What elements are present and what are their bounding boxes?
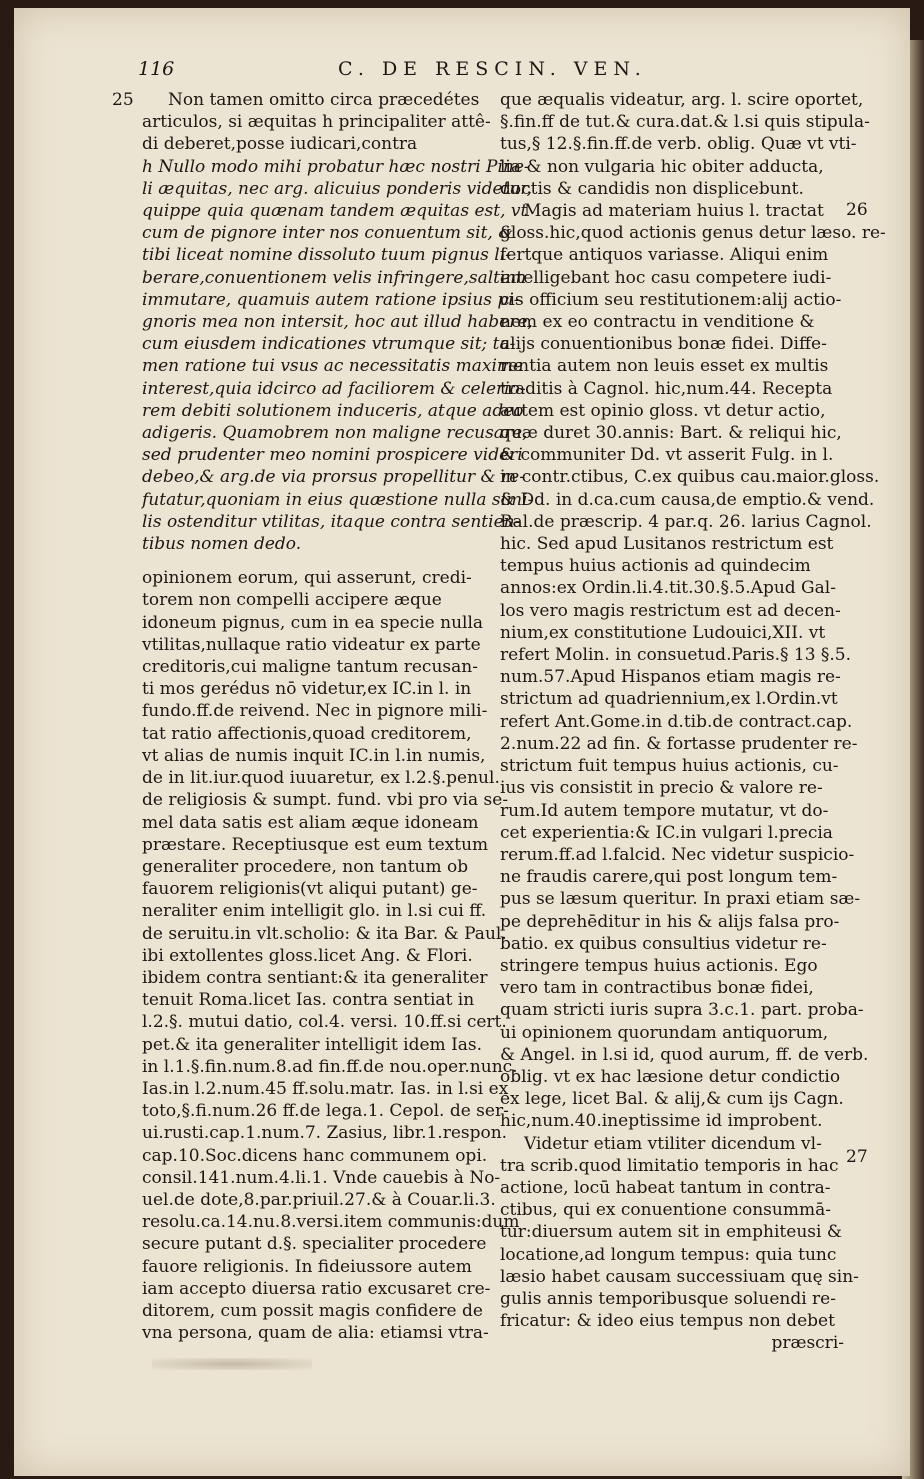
text-line: idoneum pignus, cum in ea specie nulla — [142, 612, 484, 633]
text-line: quam stricti iuris supra 3.c.1. part. proba- — [500, 1000, 864, 1021]
text-line: strictum ad quadriennium,ex l.Ordin.vt — [500, 689, 838, 710]
note-line: adigeris. Quamobrem non maligne recusare, — [142, 423, 528, 444]
text-line: neraliter enim intelligit glo. in l.si cui ff. — [142, 901, 487, 922]
text-line: oblig. vt ex hac læsione detur condictio — [500, 1066, 841, 1087]
text-line: consil.141.num.4.li.1. Vnde cauebis à No- — [142, 1167, 501, 1188]
text-line: de religiosis & sumpt. fund. vbi pro via se- — [142, 790, 509, 811]
text-line: cis officium seu restitutionem:alij actio- — [500, 289, 842, 310]
text-line: pus se læsum queritur. In praxi etiam sæ- — [500, 889, 861, 910]
note-line: cum de pignore inter nos conuentum sit, & — [142, 223, 514, 244]
text-line: rum.Id autem tempore mutatur, vt do- — [500, 800, 829, 821]
text-line: toto,§.fi.num.26 ff.de lega.1. Cepol. de ser- — [142, 1101, 509, 1122]
text-line: Bal.de præscrip. 4 par.q. 26. larius Cagnol. — [500, 511, 872, 532]
text-line: l.2.§. mutui datio, col.4. versi. 10.ff.si cert. — [142, 1012, 507, 1033]
text-line: hic,num.40.ineptissime id improbent. — [500, 1111, 823, 1132]
text-line: ibi extollentes gloss.licet Ang. & Flori. — [142, 945, 473, 966]
text-line: rerum.ff.ad l.falcid. Nec videtur suspicio- — [500, 844, 855, 865]
body-paragraph — [142, 567, 520, 1344]
note-line: li æquitas, nec arg. alicuius ponderis videtur, — [142, 178, 533, 199]
text-line: tat ratio affectionis,quoad creditorem, — [142, 723, 472, 744]
text-line: generaliter procedere, non tantum ob — [142, 856, 469, 877]
text-line: fricatur: & ideo eius tempus non debet — [500, 1311, 835, 1332]
note-line: berare,conuentionem velis infringere,saltem — [142, 267, 527, 288]
text-line: autem est opinio gloss. vt detur actio, — [500, 400, 826, 421]
text-line: que æqualis videatur, arg. l. scire oportet, — [500, 90, 864, 110]
note-line: rem debiti solutionem induceris, atque adeo — [142, 400, 524, 421]
text-line: de seruitu.in vlt.scholio: & ita Bar. & Paul. — [142, 923, 507, 944]
text-line: Ias.in l.2.num.45 ff.solu.matr. Ias. in l.si ex — [142, 1078, 509, 1099]
text-line: quæ duret 30.annis: Bart. & reliqui hic, — [500, 423, 842, 444]
text-line: in contr.ctibus, C.ex quibus cau.maior.gloss. — [500, 467, 880, 488]
text-line: tur:diuersum autem sit in emphiteusi & — [500, 1222, 842, 1243]
text-line: Videtur etiam vtiliter dicendum vl- — [524, 1133, 822, 1154]
running-head: C. DE RESCIN. VEN. — [338, 58, 647, 80]
text-line: Non tamen omitto circa præcedétes — [168, 90, 480, 110]
text-line: secure putant d.§. specialiter procedere — [142, 1234, 487, 1255]
text-line: cap.10.Soc.dicens hanc communem opi. — [142, 1145, 488, 1166]
note-line: sed prudenter meo nomini prospicere videri — [142, 445, 523, 466]
text-line: gulis annis temporibusque soluendi re- — [500, 1288, 836, 1309]
text-line: ui opinionem quorundam antiquorum, — [500, 1022, 829, 1043]
text-line: annos:ex Ordin.li.4.tit.30.§.5.Apud Gal- — [500, 578, 836, 599]
text-line: alijs conuentionibus bonæ fidei. Diffe- — [500, 334, 827, 355]
text-line: strictum fuit tempus huius actionis, cu- — [500, 756, 839, 777]
text-line: ui.rusti.cap.1.num.7. Zasius, libr.1.respon. — [142, 1123, 508, 1144]
text-line: di deberet,posse iudicari,contra — [142, 134, 418, 155]
text-line: ditorem, cum possit magis confidere de — [142, 1300, 483, 1321]
text-line: pe deprehēditur in his & alijs falsa pro- — [500, 911, 840, 932]
text-line: ti mos gerédus nō videtur,ex IC.in l. in — [142, 679, 472, 700]
ink-smudge — [152, 1358, 312, 1370]
text-line: rentia autem non leuis esset ex multis — [500, 356, 829, 377]
margin-number-27: 27 — [846, 1147, 868, 1167]
text-line: ex lege, licet Bal. & alij,& cum ijs Cagn. — [500, 1089, 844, 1110]
text-line: & communiter Dd. vt asserit Fulg. in l. — [500, 445, 834, 466]
text-line: lia & non vulgaria hic obiter adducta, — [500, 156, 824, 177]
note-line: interest,quia idcirco ad faciliorem & celerio- — [142, 378, 526, 399]
text-line: num.57.Apud Hispanos etiam magis re- — [500, 667, 841, 688]
text-line: læsio habet causam successiuam quę sin- — [500, 1266, 859, 1287]
text-line: cet experientia:& IC.in vulgari l.precia — [500, 822, 833, 843]
text-line: nem ex eo contractu in venditione & — [500, 312, 815, 333]
page-header — [138, 58, 658, 84]
note-line: tibus nomen dedo. — [142, 534, 302, 555]
text-line: in l.1.§.fin.num.8.ad fin.ff.de nou.oper.nunc. — [142, 1056, 518, 1077]
note-line: quippe quia quænam tandem æquitas est, vt — [142, 201, 528, 222]
note-line: debeo,& arg.de via prorsus propellitur & re- — [142, 467, 525, 488]
text-line: vtilitas,nullaque ratio videatur ex parte — [142, 634, 481, 655]
text-line: tus,§ 12.§.fin.ff.de verb. oblig. Quæ vt vti- — [500, 134, 857, 155]
text-line: & Angel. in l.si id, quod aurum, ff. de verb. — [500, 1044, 869, 1065]
text-line: ibidem contra sentiant:& ita generaliter — [142, 967, 488, 988]
margin-number-25: 25 — [112, 90, 134, 110]
text-line: Magis ad materiam huius l. tractat — [524, 201, 824, 222]
text-line: intelligebant hoc casu competere iudi- — [500, 267, 832, 288]
note-line: men ratione tui vsus ac necessitatis maxime — [142, 356, 524, 377]
note-line: cum eiusdem indicationes vtrumque sit; ta- — [142, 334, 516, 355]
text-line: los vero magis restrictum est ad decen- — [500, 600, 841, 621]
text-line: nium,ex constitutione Ludouici,XII. vt — [500, 622, 826, 643]
text-line: ius vis consistit in precio & valore re- — [500, 778, 823, 799]
text-line: iam accepto diuersa ratio excusaret cre- — [142, 1278, 491, 1299]
text-line: & Dd. in d.ca.cum causa,de emptio.& vend. — [500, 489, 875, 510]
margin-number-26: 26 — [846, 200, 868, 220]
text-line: batio. ex quibus consultius videtur re- — [500, 933, 827, 954]
note-line: lis ostenditur vtilitas, itaque contra sentien- — [142, 511, 521, 532]
text-line: torem non compelli accipere æque — [142, 590, 442, 611]
text-line: locatione,ad longum tempus: quia tunc — [500, 1244, 837, 1265]
note-line: h Nullo modo mihi probatur hæc nostri Pine- — [142, 156, 530, 177]
text-line: fauorem religionis(vt aliqui putant) ge- — [142, 879, 478, 900]
intro-paragraph — [142, 89, 491, 156]
text-line: vna persona, quam de alia: etiamsi vtra- — [142, 1323, 489, 1344]
text-line: resolu.ca.14.nu.8.versi.item communis:dum — [142, 1212, 520, 1233]
text-line: ne fraudis carere,qui post longum tem- — [500, 867, 838, 888]
left-column — [142, 89, 534, 1344]
text-line: uel.de dote,8.par.priuil.27.& à Couar.li.3. — [142, 1189, 496, 1210]
text-line: tenuit Roma.licet Ias. contra sentiat in — [142, 990, 475, 1011]
text-line: pet.& ita generaliter intelligit idem Ias. — [142, 1034, 483, 1055]
text-line: præstare. Receptiusque est eum textum — [142, 834, 489, 855]
text-line: stringere tempus huius actionis. Ego — [500, 955, 818, 976]
text-line: mel data satis est aliam æque idoneam — [142, 812, 479, 833]
text-line: fauore religionis. In fideiussore autem — [142, 1256, 472, 1277]
text-line: vero tam in contractibus bonæ fidei, — [500, 978, 814, 999]
text-line: 2.num.22 ad fin. & fortasse prudenter re- — [500, 733, 858, 754]
annotation-note — [142, 156, 534, 556]
page-number: 116 — [138, 58, 175, 80]
text-line: vt alias de numis inquit IC.in l.in numis, — [142, 745, 486, 766]
catchword: præscri- — [771, 1333, 844, 1354]
note-line: futatur,quoniam in eius quæstione nulla simi- — [142, 489, 534, 510]
text-line: doctis & candidis non displicebunt. — [500, 178, 804, 199]
text-line: fundo.ff.de reivend. Nec in pignore mili- — [142, 701, 488, 722]
text-line: refert Ant.Gome.in d.tib.de contract.cap. — [500, 711, 853, 732]
text-line: traditis à Cagnol. hic,num.44. Recepta — [500, 378, 833, 399]
text-line: refert Molin. in consuetud.Paris.§ 13 §.5. — [500, 645, 852, 666]
text-line: opinionem eorum, qui asserunt, credi- — [142, 568, 472, 589]
text-line: hic. Sed apud Lusitanos restrictum est — [500, 534, 834, 555]
text-line: ctibus, qui ex conuentione consummā- — [500, 1200, 831, 1221]
text-line: creditoris,cui maligne tantum recusan- — [142, 657, 478, 678]
note-line: gnoris mea non intersit, hoc aut illud habere, — [142, 312, 533, 333]
text-line: gloss.hic,quod actionis genus detur læso. re- — [500, 223, 886, 244]
text-line: tempus huius actionis ad quindecim — [500, 556, 811, 577]
text-line: articulos, si æquitas h principaliter attê- — [142, 112, 491, 133]
text-line: fertque antiquos variasse. Aliqui enim — [500, 245, 829, 266]
text-line: tra scrib.quod limitatio temporis in hac — [500, 1155, 839, 1176]
note-line: immutare, quamuis autem ratione ipsius pi- — [142, 289, 520, 310]
note-line: tibi liceat nomine dissoluto tuum pignus li- — [142, 245, 511, 266]
text-line: de in lit.iur.quod iuuaretur, ex l.2.§.penul. — [142, 768, 500, 789]
text-line: §.fin.ff de tut.& cura.dat.& l.si quis stipula- — [500, 112, 870, 133]
text-line: actione, locū habeat tantum in contra- — [500, 1177, 831, 1198]
